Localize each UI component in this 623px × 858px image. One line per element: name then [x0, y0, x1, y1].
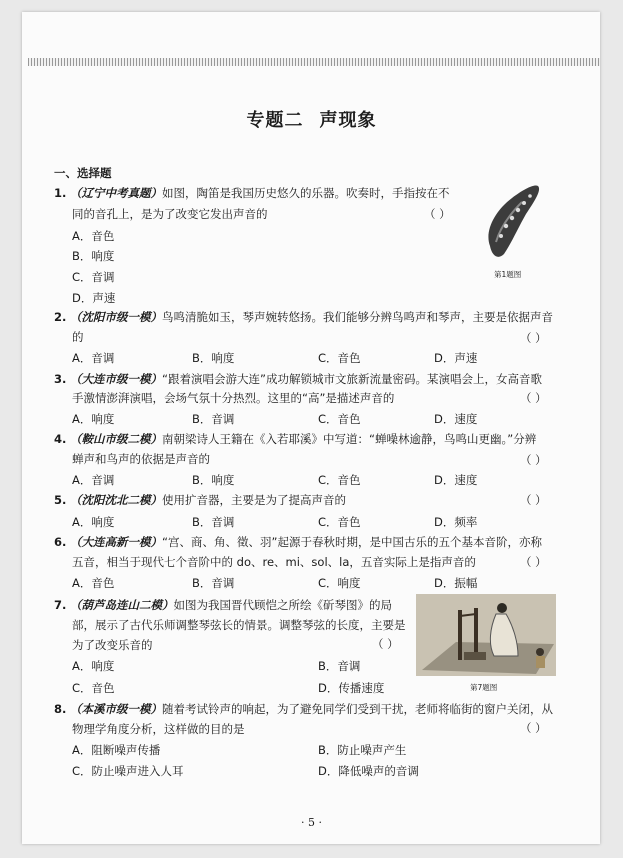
question-text: 南朝梁诗人王籍在《入若耶溪》中写道：“蝉噪林逾静，鸟鸣山更幽。”分辨	[162, 432, 537, 446]
question-source: （鞍山市级二模）	[70, 432, 163, 446]
question-5-line-1	[54, 493, 346, 507]
option-b: B．音调	[192, 576, 235, 590]
question-1-line-1	[54, 186, 450, 200]
option-a: A．响度	[72, 412, 115, 426]
question-source: （葫芦岛连山二模）	[70, 598, 174, 612]
question-2-line-1	[54, 310, 553, 324]
option-d: D．声速	[72, 291, 116, 305]
question-source: （沈阳市级一模）	[70, 310, 163, 324]
option-c: C．音调	[72, 270, 115, 284]
option-c: C．音色	[72, 681, 115, 695]
option-a: A．响度	[72, 659, 115, 673]
question-3-line-2: 手激情澎湃演唱，会场气氛十分热烈。这里的“高”是描述声音的	[72, 391, 395, 405]
title-topic-number: 专题二	[246, 110, 304, 131]
option-a: A．音色	[72, 576, 115, 590]
answer-blank: （ ）	[520, 555, 547, 569]
option-c: C．音色	[318, 473, 361, 487]
option-b: B．音调	[192, 412, 235, 426]
question-number: 5.	[54, 493, 67, 507]
painting-figure	[416, 594, 556, 676]
question-text: “宫、商、角、徵、羽”起源于春秋时期，是中国古乐的五个基本音阶，亦称	[162, 535, 542, 549]
answer-blank: （ ）	[520, 721, 547, 735]
option-b: B．响度	[192, 473, 235, 487]
answer-blank: （ ）	[520, 331, 547, 345]
option-b: B．响度	[192, 351, 235, 365]
question-7-line-3: 为了改变乐音的	[72, 638, 153, 652]
answer-blank: （ ）	[372, 637, 399, 651]
question-4-line-1	[54, 432, 536, 446]
question-3-line-1	[54, 372, 542, 386]
figure-7-caption: 第7题图	[470, 683, 498, 692]
answer-blank: （ ）	[424, 207, 451, 221]
option-d: D．速度	[434, 412, 478, 426]
question-7-line-2: 部，展示了古代乐师调整琴弦长的情景。调整琴弦的长度，主要是	[72, 618, 406, 632]
option-d: D．频率	[434, 515, 478, 529]
answer-blank: （ ）	[520, 493, 547, 507]
option-b: B．音调	[318, 659, 361, 673]
option-d: D．振幅	[434, 576, 478, 590]
question-6-line-2: 五音，相当于现代七个音阶中的 do、re、mi、sol、la，五音实际上是指声音的	[72, 555, 476, 569]
title-topic-name: 声现象	[319, 110, 377, 131]
question-text: 鸟鸣清脆如玉，琴声婉转悠扬。我们能够分辨鸟鸣声和琴声，主要是依据声音	[162, 310, 554, 324]
question-8-line-2: 物理学角度分析，这样做的目的是	[72, 722, 245, 736]
answer-blank: （ ）	[520, 391, 547, 405]
option-d: D．速度	[434, 473, 478, 487]
option-d: D．降低噪声的音调	[318, 764, 419, 778]
ocarina-figure	[482, 180, 544, 262]
question-7-line-1	[54, 598, 392, 612]
option-c: C．响度	[318, 576, 361, 590]
question-6-line-1	[54, 535, 542, 549]
header-hatch-rule	[28, 58, 600, 66]
question-source: （本溪市级一模）	[70, 702, 163, 716]
question-number: 4.	[54, 432, 67, 446]
question-text: 使用扩音器，主要是为了提高声音的	[162, 493, 347, 507]
question-number: 2.	[54, 310, 67, 324]
question-source: （辽宁中考真题）	[70, 186, 163, 200]
question-number: 1.	[54, 186, 67, 200]
option-b: B．防止噪声产生	[318, 743, 407, 757]
option-a: A．音调	[72, 351, 115, 365]
question-number: 3.	[54, 372, 67, 386]
figure-1-caption: 第1题图	[494, 270, 522, 279]
option-d: D．传播速度	[318, 681, 385, 695]
question-source: （大连市级一模）	[70, 372, 163, 386]
option-c: C．音色	[318, 412, 361, 426]
question-text: 如图为我国晋代顾恺之所绘《斫琴图》的局	[173, 598, 393, 612]
question-number: 6.	[54, 535, 67, 549]
page-title	[0, 106, 623, 132]
question-number: 7.	[54, 598, 67, 612]
section-heading: 一、选择题	[54, 166, 112, 180]
option-a: A．阻断噪声传播	[72, 743, 161, 757]
question-8-line-1	[54, 702, 553, 716]
question-text: “跟着演唱会游大连”成功解锁城市文旅新流量密码。某演唱会上，女高音歌	[162, 372, 542, 386]
question-source: （大连高新一模）	[70, 535, 163, 549]
option-c: C．防止噪声进入人耳	[72, 764, 184, 778]
question-1-line-2: 同的音孔上，是为了改变它发出声音的	[72, 207, 268, 221]
answer-blank: （ ）	[520, 453, 547, 467]
question-4-line-2: 蝉声和鸟声的依据是声音的	[72, 452, 210, 466]
option-a: A．响度	[72, 515, 115, 529]
option-b: B．响度	[72, 249, 115, 263]
option-a: A．音调	[72, 473, 115, 487]
option-c: C．音色	[318, 351, 361, 365]
page-number: · 5 ·	[301, 816, 322, 829]
option-a: A．音色	[72, 229, 115, 243]
option-c: C．音色	[318, 515, 361, 529]
question-2-line-2: 的	[72, 330, 84, 344]
option-b: B．音调	[192, 515, 235, 529]
question-text: 如图，陶笛是我国历史悠久的乐器。吹奏时，手指按在不	[162, 186, 450, 200]
question-text: 随着考试铃声的响起，为了避免同学们受到干扰，老师将临街的窗户关闭，从	[162, 702, 554, 716]
question-number: 8.	[54, 702, 67, 716]
paper-page	[22, 12, 600, 844]
option-d: D．声速	[434, 351, 478, 365]
question-source: （沈阳沈北二模）	[70, 493, 163, 507]
